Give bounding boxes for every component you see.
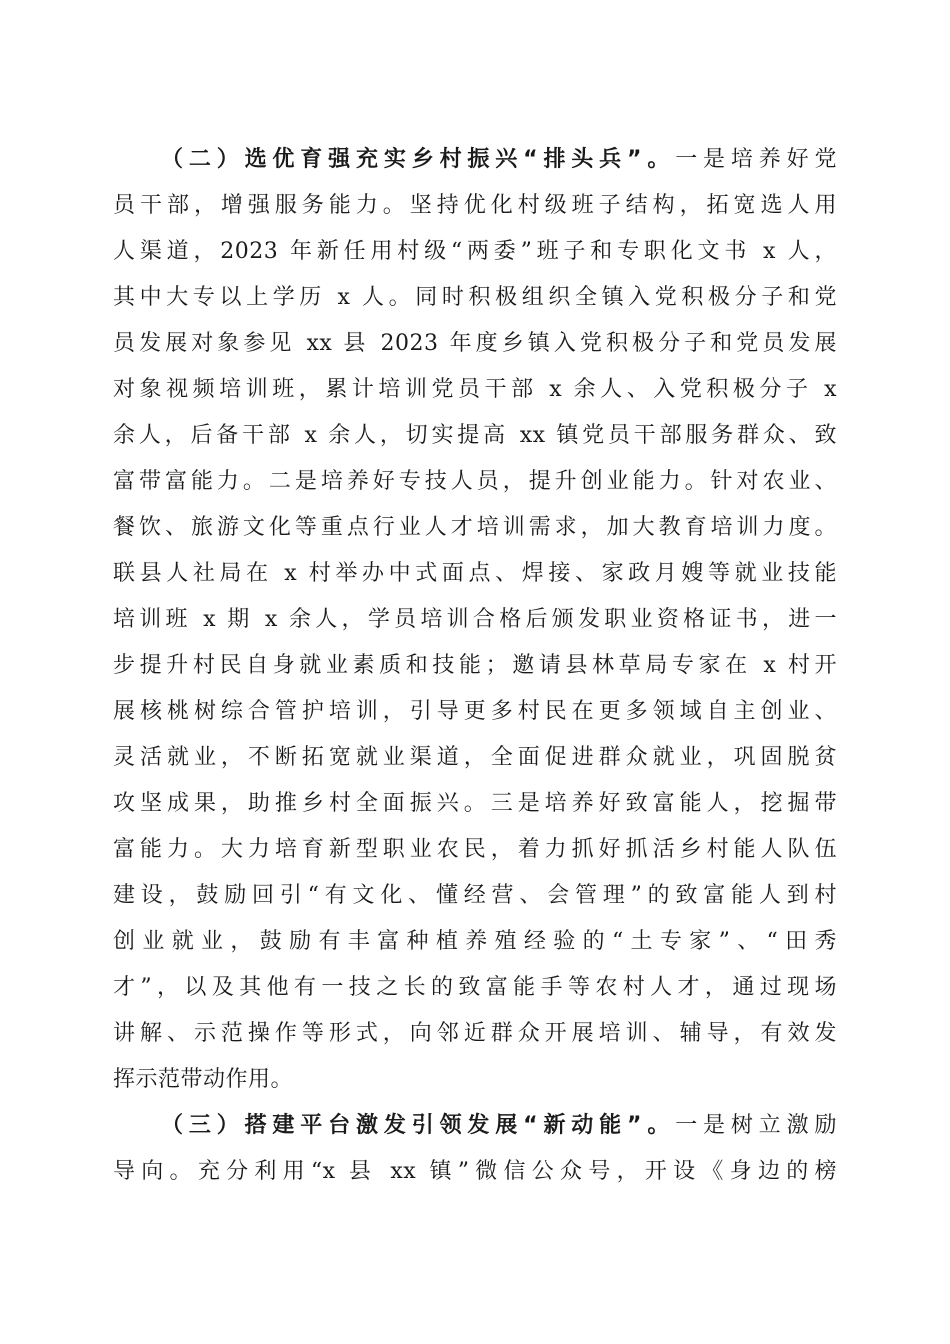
- paragraph-2-line: 其中大专以上学历 x 人。同时积极组织全镇入党积极分子和党: [113, 285, 837, 310]
- paragraph-2-line: 富带富能力。二是培养好专技人员，提升创业能力。针对农业、: [113, 469, 837, 494]
- paragraph-2-line: 对象视频培训班，累计培训党员干部 x 余人、入党积极分子 x: [113, 377, 837, 402]
- section-heading-3: （三）搭建平台激发引领发展“新动能”。: [161, 1113, 676, 1138]
- paragraph-2-line: 餐饮、旅游文化等重点行业人才培训需求，加大教育培训力度。: [113, 515, 837, 540]
- paragraph-3-first-line: [113, 1103, 837, 1149]
- paragraph-2-line: 才”，以及其他有一技之长的致富能手等农村人才，通过现场: [113, 975, 837, 1000]
- paragraph-2-line: 培训班 x 期 x 余人，学员培训合格后颁发职业资格证书，进一: [113, 607, 837, 632]
- paragraph-2-line: 建设，鼓励回引“有文化、懂经营、会管理”的致富能人到村: [113, 883, 837, 908]
- paragraph-2-last-line: 挥示范带动作用。: [113, 1067, 294, 1092]
- paragraph-2-line: 员发展对象参见 xx 县 2023 年度乡镇入党积极分子和党员发展: [113, 331, 837, 356]
- paragraph-2-line: 创业就业，鼓励有丰富种植养殖经验的“土专家”、“田秀: [113, 929, 837, 954]
- paragraph-3-line: 导向。充分利用“x 县 xx 镇”微信公众号，开设《身边的榜: [113, 1159, 837, 1184]
- paragraph-2-line: 灵活就业，不断拓宽就业渠道，全面促进群众就业，巩固脱贫: [113, 745, 837, 770]
- paragraph-2-line: 员干部，增强服务能力。坚持优化村级班子结构，拓宽选人用: [113, 193, 837, 218]
- document-body: [113, 137, 837, 1195]
- paragraph-2-line: 步提升村民自身就业素质和技能；邀请县林草局专家在 x 村开: [113, 653, 837, 678]
- section-heading-2: （二）选优育强充实乡村振兴“排头兵”。: [161, 147, 676, 172]
- paragraph-2-first-line: [113, 137, 837, 183]
- paragraph-2-line: 展核桃树综合管护培训，引导更多村民在更多领域自主创业、: [113, 699, 837, 724]
- paragraph-2-line: 人渠道，2023 年新任用村级“两委”班子和专职化文书 x 人，: [113, 239, 837, 264]
- paragraph-2-line: 讲解、示范操作等形式，向邻近群众开展培训、辅导，有效发: [113, 1021, 837, 1046]
- paragraph-2-line: 联县人社局在 x 村举办中式面点、焊接、家政月嫂等就业技能: [113, 561, 837, 586]
- paragraph-2-first-line-text: 一是培养好党: [675, 147, 837, 172]
- paragraph-2-line: 余人，后备干部 x 余人，切实提高 xx 镇党员干部服务群众、致: [113, 423, 837, 448]
- paragraph-3-first-line-text: 一是树立激励: [675, 1113, 837, 1138]
- paragraph-2-line: 富能力。大力培育新型职业农民，着力抓好抓活乡村能人队伍: [113, 837, 837, 862]
- paragraph-2-line: 攻坚成果，助推乡村全面振兴。三是培养好致富能人，挖掘带: [113, 791, 837, 816]
